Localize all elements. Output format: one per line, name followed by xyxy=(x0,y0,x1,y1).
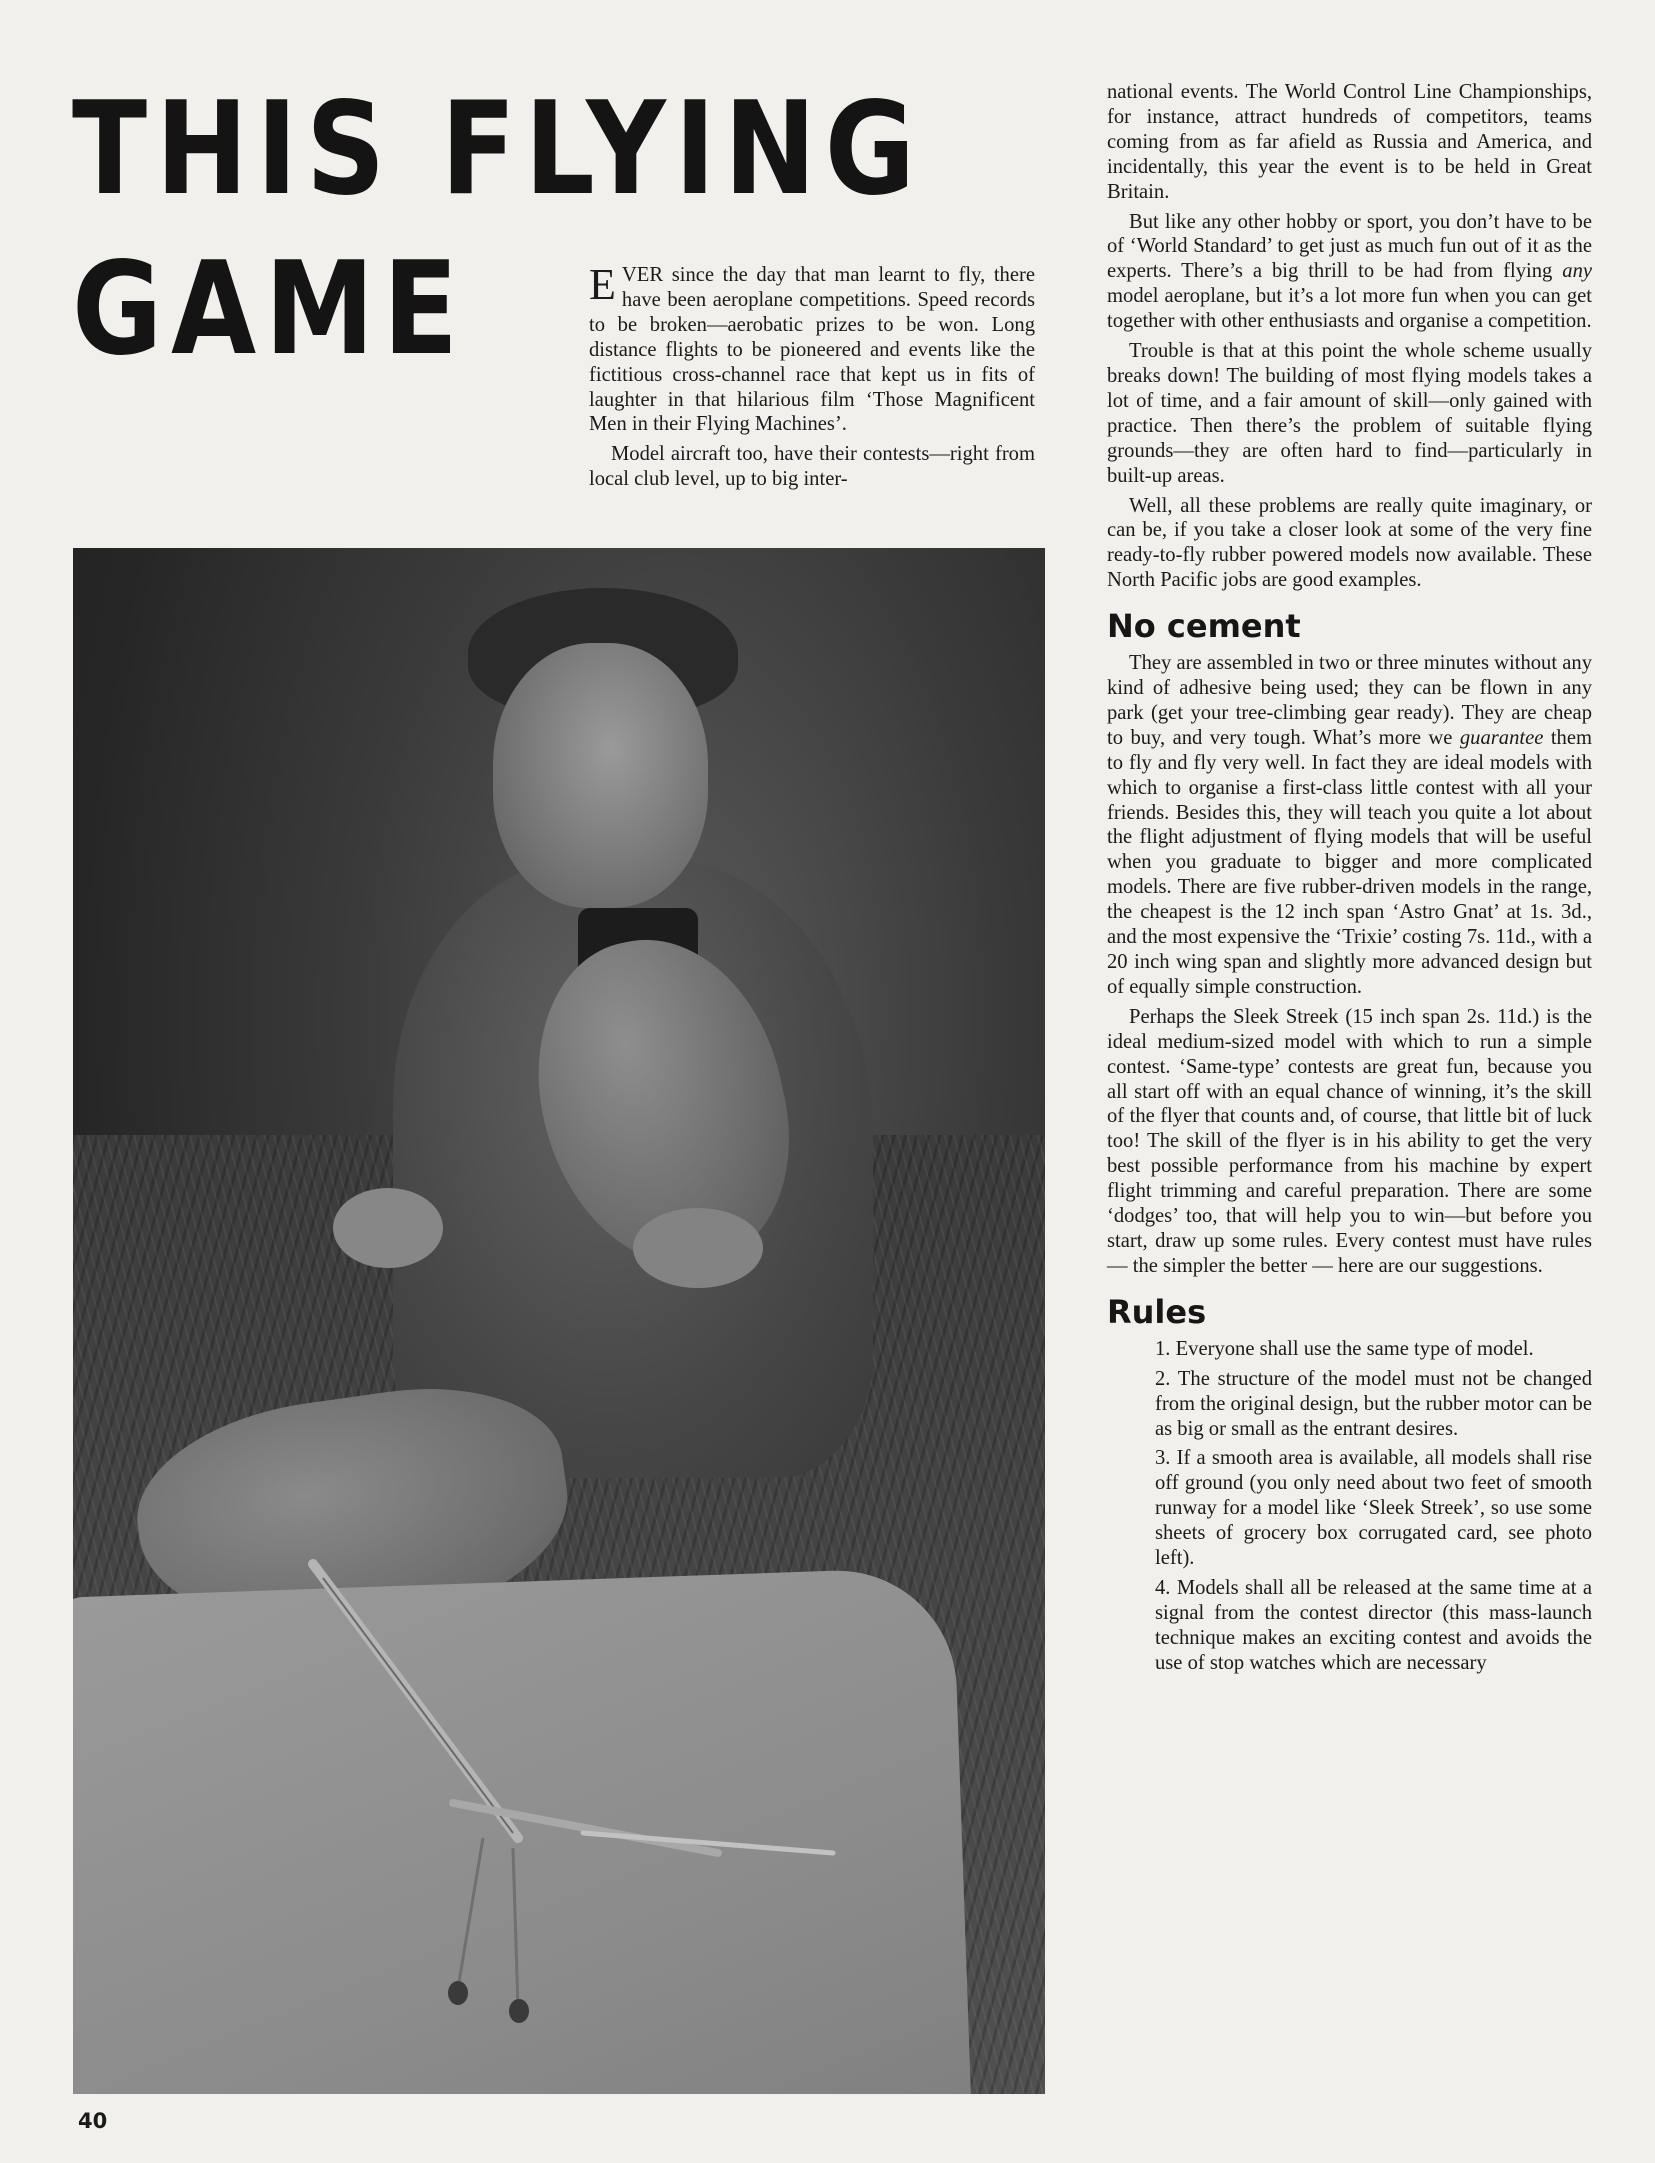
intro-paragraph-1-text: VER since the day that man learnt to fly, there have been aeroplane competitions. Speed records to be broken—aerobatic prizes to be won. Long distance flights to be pioneered and events like the fictitious cross-channel race that kept us in fits of laughter in that hilarious film ‘Those Magnificent Men in their Flying Machines’. xyxy=(589,264,1035,436)
right-paragraph-3: Trouble is that at this point the whole scheme usually breaks down! The building of most flying models takes a lot of time, and a fair amount of skill—only gained with practice. Then there’s the problem of suitable flying grounds—they are often hard to find—particularly in built-up areas. xyxy=(1107,340,1592,487)
right-paragraph-6: Perhaps the Sleek Streek (15 inch span 2s. 11d.) is the ideal medium-sized model with which to run a simple contest. ‘Same-type’ contests are great fun, because you all start off with an equal chance of winning, it’s the skill of the flyer that counts and, of course, that little bit of luck too! The skill of the flyer is in his ability to get the very best possible performance from his machine by expert flight trimming and careful preparation. There are some ‘dodges’ too, that will help you to win—but before you start, draw up some rules. Every contest must have rules — the simpler the better — here are our suggestions. xyxy=(1107,1005,1592,1277)
right-paragraph-2-text-a: But like any other hobby or sport, you don’t have to be of ‘World Standard’ to get just as much fun out of it as the experts. There’s a big thrill to be had from flying xyxy=(1107,210,1592,283)
rule-item-4: 4. Models shall all be released at the same time at a signal from the contest director (this mass-launch technique makes an exciting contest and avoids the use of stop watches which are necessary xyxy=(1155,1576,1592,1674)
right-paragraph-2-emphasis: any xyxy=(1562,260,1592,283)
intro-column xyxy=(589,260,1035,497)
photo-boy-launching-model-plane xyxy=(73,548,1045,2094)
right-paragraph-1: national events. The World Control Line Championships, for instance, attract hundreds of competitors, teams coming from as far afield as Russia and America, and incidentally, this year the event is to be held in Great Britain. xyxy=(1107,81,1592,203)
photo-model-aeroplane xyxy=(73,548,1045,2094)
rule-item-1: 1. Everyone shall use the same type of model. xyxy=(1155,1337,1534,1360)
right-paragraph-5-emphasis: guarantee xyxy=(1459,726,1544,749)
right-column xyxy=(1107,80,1592,1681)
right-paragraph-2-text-b: model aeroplane, but it’s a lot more fun when you can get together with other enthusiasts and organise a competition. xyxy=(1107,285,1592,333)
page-number: 40 xyxy=(78,2109,108,2133)
intro-paragraph-1 xyxy=(589,260,1035,437)
right-paragraph-5-text-b: them to fly and fly very well. In fact they are ideal models with which to organise a first-class little contest with all your friends. Besides this, they will teach you quite a lot about the flight adjustment of flying models that will be useful when you graduate to bigger and more complicated models. There are five rubber-driven models in the range, the cheapest is the 12 inch span ‘Astro Gnat’ at 1s. 3d., and the most expensive the ‘Trixie’ costing 7s. 11d., with a 20 inch wing span and slightly more advanced design but of equally simple construction. xyxy=(1107,726,1593,998)
rule-item-2: 2. The structure of the model must not be changed from the original design, but the rubber motor can be as big or small as the entrant desires. xyxy=(1155,1367,1592,1440)
intro-paragraph-2: Model aircraft too, have their contests—right from local club level, up to big inter- xyxy=(589,443,1035,491)
subheading-rules: Rules xyxy=(1107,1292,1207,1331)
drop-cap: E xyxy=(589,260,616,309)
right-paragraph-5 xyxy=(1107,651,1592,1000)
headline-line-1: THIS FLYING xyxy=(72,75,924,224)
right-paragraph-4: Well, all these problems are really quite imaginary, or can be, if you take a closer look at some of the very fine ready-to-fly rubber powered models now available. These North Pacific jobs are good examples. xyxy=(1107,494,1592,592)
rule-item-3: 3. If a smooth area is available, all models shall rise off ground (you only need about two feet of smooth runway for a model like ‘Sleek Streek’, so use some sheets of grocery box corrugated card, see photo left). xyxy=(1155,1447,1592,1570)
subheading-no-cement: No cement xyxy=(1107,607,1301,646)
right-paragraph-5-text-a: They are assembled in two or three minutes without any kind of adhesive being used; they can be flown in any park (get your tree-climbing gear ready). They are cheap to buy, and very tough. What’s more we xyxy=(1107,652,1592,749)
right-paragraph-2 xyxy=(1107,210,1592,335)
headline-line-2: GAME xyxy=(72,235,467,384)
